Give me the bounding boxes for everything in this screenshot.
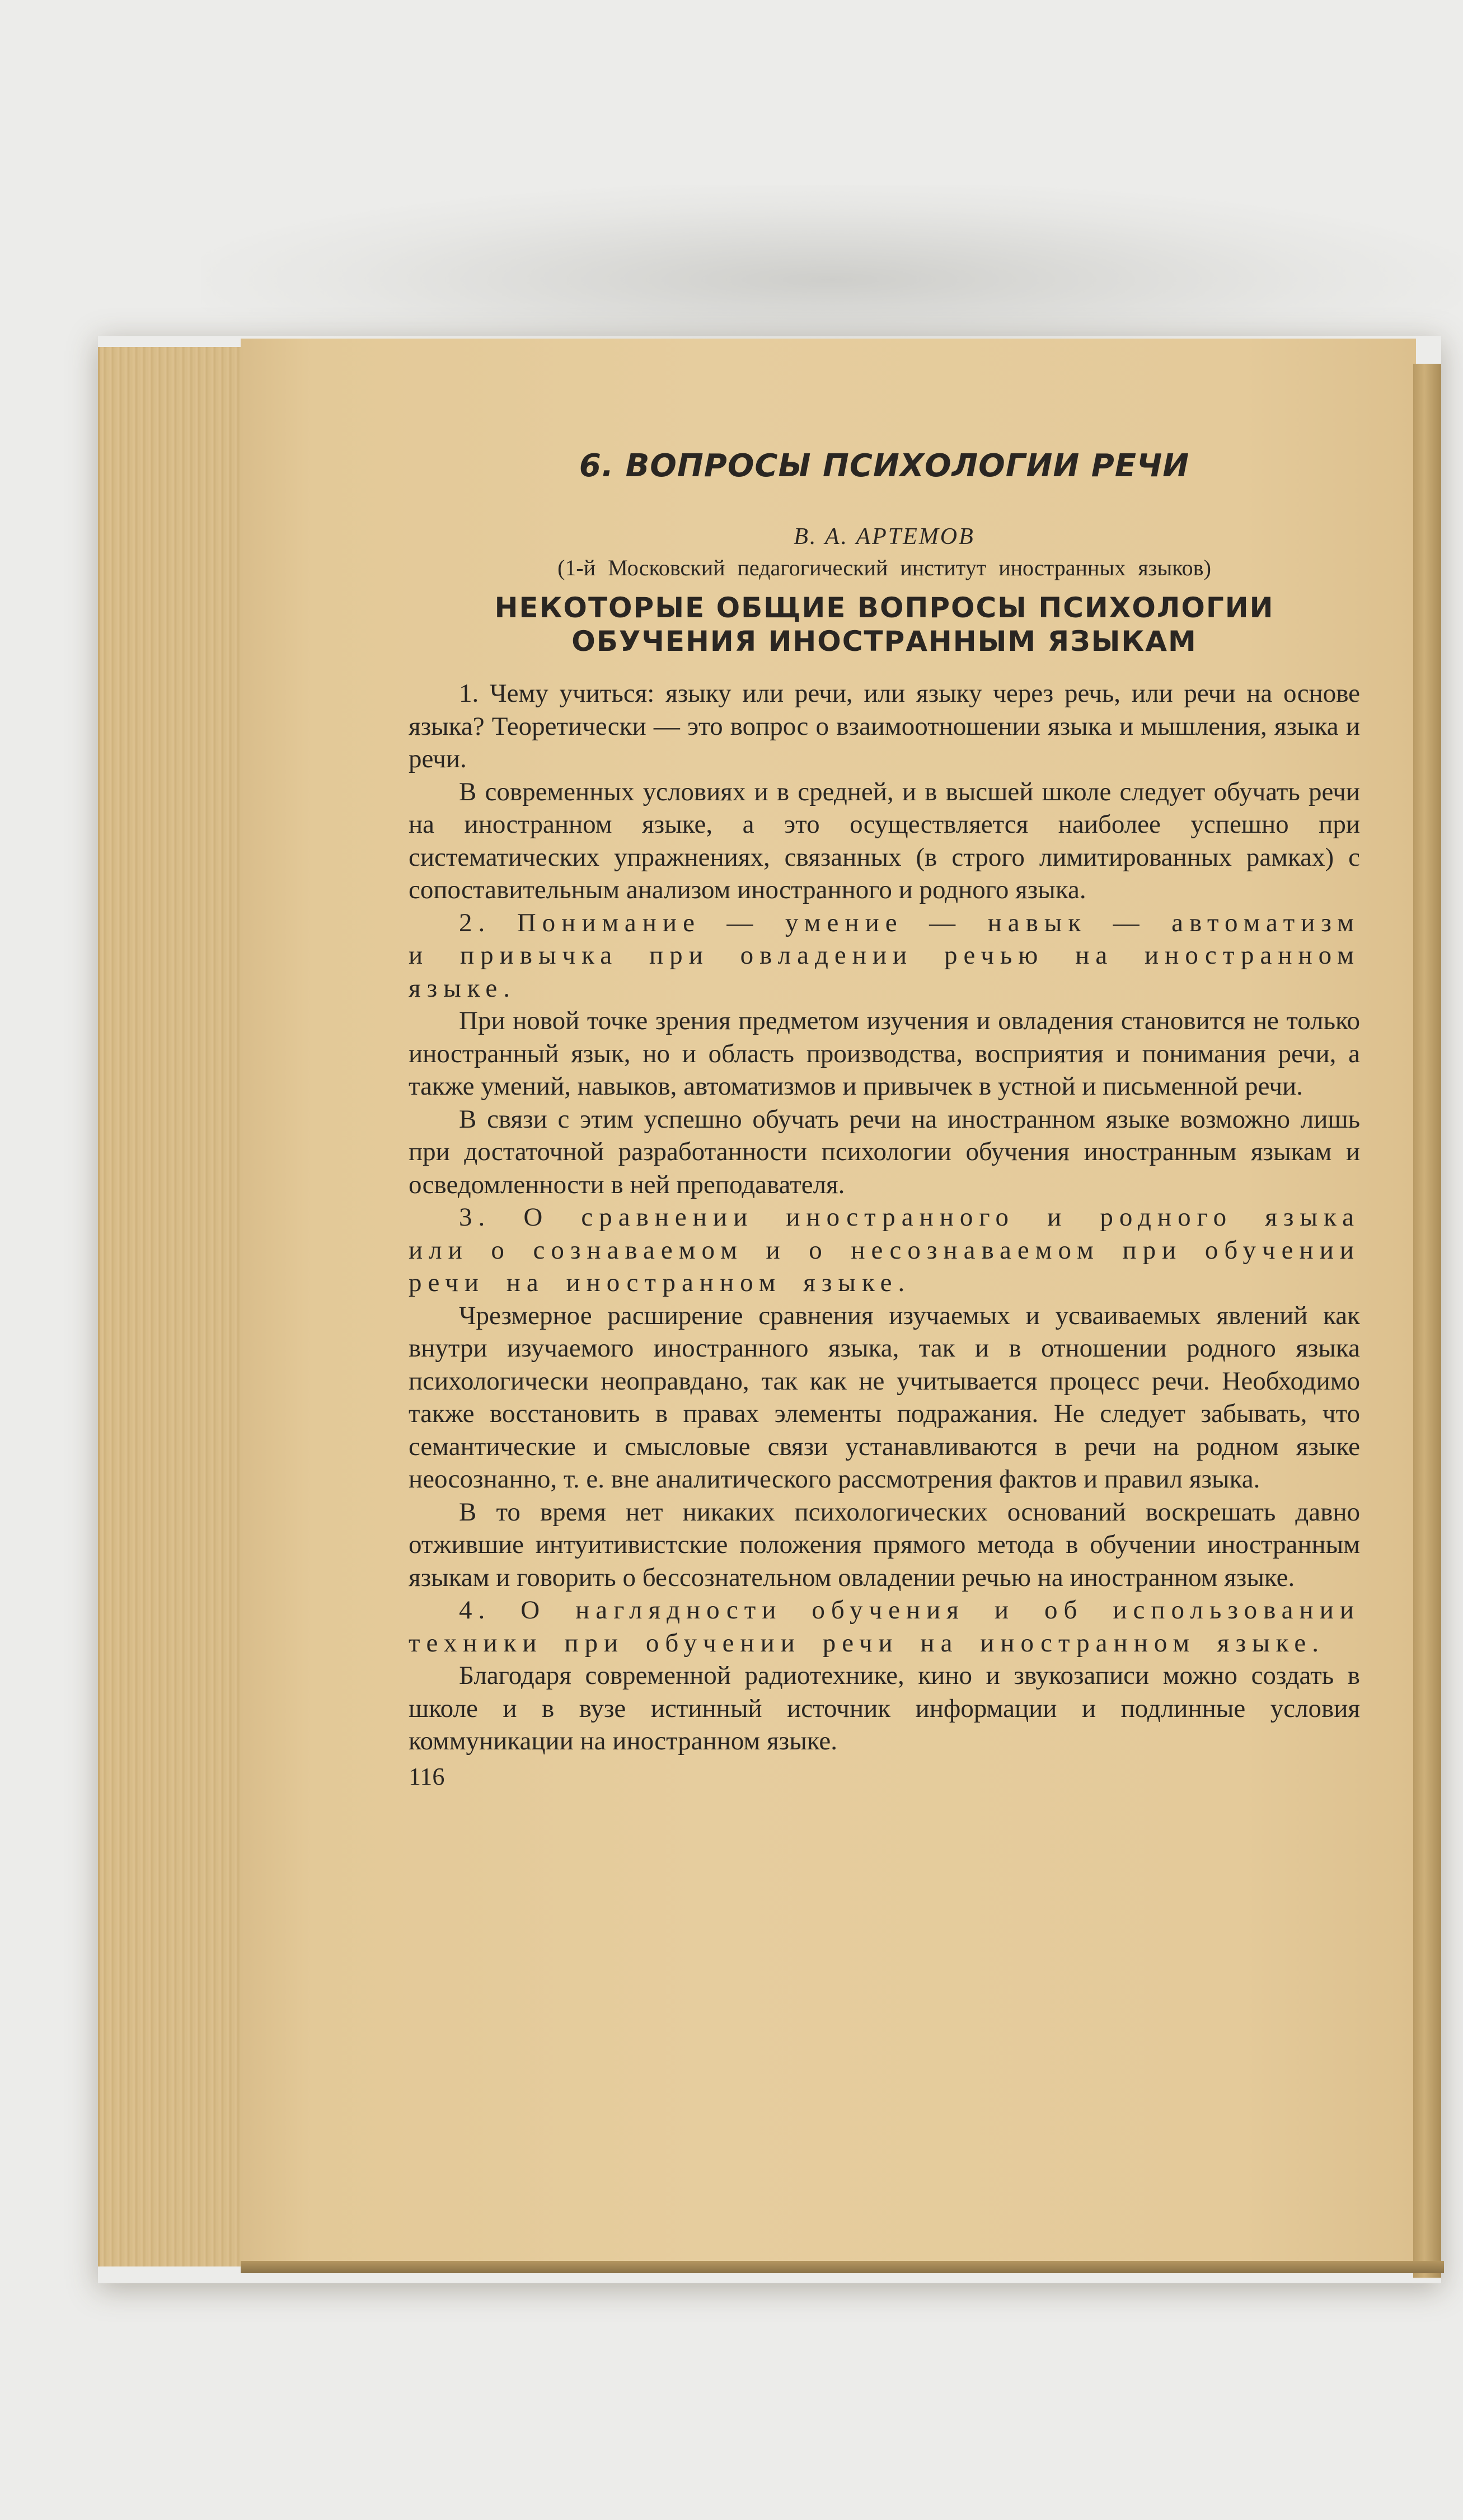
paragraph: 3. О сравнении иностранного и родного языка или о сознаваемом и о несознаваемом при обучении речи на иностранном языке. xyxy=(409,1203,1360,1297)
paragraph: В современных условиях и в средней, и в высшей школе следует обучать речи на иностранном языке, а это осуществляется наиболее успешно при систематических упражнениях, связанных (в строго лимитированных рамках) с сопоставительным анализом иностранного и родного языка. xyxy=(409,777,1360,904)
page-bottom-edge xyxy=(241,2261,1444,2273)
paragraph: Благодаря современной радиотехнике, кино и звукозаписи можно создать в школе и в вузе истинный источник информации и подлинные условия коммуникации на иностранном языке. xyxy=(409,1661,1360,1756)
author-name: В. А. АРТЕМОВ xyxy=(794,524,975,550)
page-stack-edges xyxy=(98,347,256,2266)
body-text xyxy=(409,677,1360,1758)
page-number: 116 xyxy=(409,1762,445,1790)
paragraph: При новой точке зрения предметом изучения и овладения становится не только иностранный язык, но и область производства, восприятия и понимания речи, а также умений, навыков, автоматизмов и привычек в устной и письменной речи. xyxy=(409,1006,1360,1101)
paragraph: 4. О наглядности обучения и об использовании техники при обучении речи на иностранном языке. xyxy=(409,1595,1360,1658)
article-title xyxy=(409,591,1360,658)
paragraph: В то время нет никаких психологических оснований воскрешать давно отжившие интуитивистские положения прямого метода в обучении иностранным языкам и говорить о бессознательном овладении речью на иностранном языке. xyxy=(409,1497,1360,1592)
paragraph: Чрезмерное расширение сравнения изучаемых и усваиваемых явлений как внутри изучаемого иностранного языка, так и в отношении родного языка психологически неоправдано, так как не учитывается процесс речи. Необходимо также восстановить в правах элементы подражания. Не следует забывать, что семантические и смысловые связи устанавливаются в речи на родном языке неосознанно, т. е. вне аналитического рассмотрения фактов и правил языка. xyxy=(409,1301,1360,1494)
paragraph: В связи с этим успешно обучать речи на иностранном языке возможно лишь при достаточной разработанности психологии обучения иностранным языкам и осведомленности в ней преподавателя. xyxy=(409,1104,1360,1199)
paragraph: 2. Понимание — умение — навык — автоматизм и привычка при овладении речью на иностранном языке. xyxy=(409,908,1360,1003)
paragraph: 1. Чему учиться: языку или речи, или языку через речь, или речи на основе языка? Теоретически — это вопрос о взаимоотношении языка и мышления, языка и речи. xyxy=(409,679,1360,773)
page-content xyxy=(409,448,1360,1791)
section-title: 6. ВОПРОСЫ ПСИХОЛОГИИ РЕЧИ xyxy=(579,448,1190,484)
spine-edge xyxy=(1413,364,1441,2278)
article-title-line-1: НЕКОТОРЫЕ ОБЩИЕ ВОПРОСЫ ПСИХОЛОГИИ xyxy=(494,592,1274,624)
author-affiliation: (1-й Московский педагогический институт иностранных языков) xyxy=(557,555,1211,580)
article-title-line-2: ОБУЧЕНИЯ ИНОСТРАННЫМ ЯЗЫКАМ xyxy=(571,625,1197,658)
